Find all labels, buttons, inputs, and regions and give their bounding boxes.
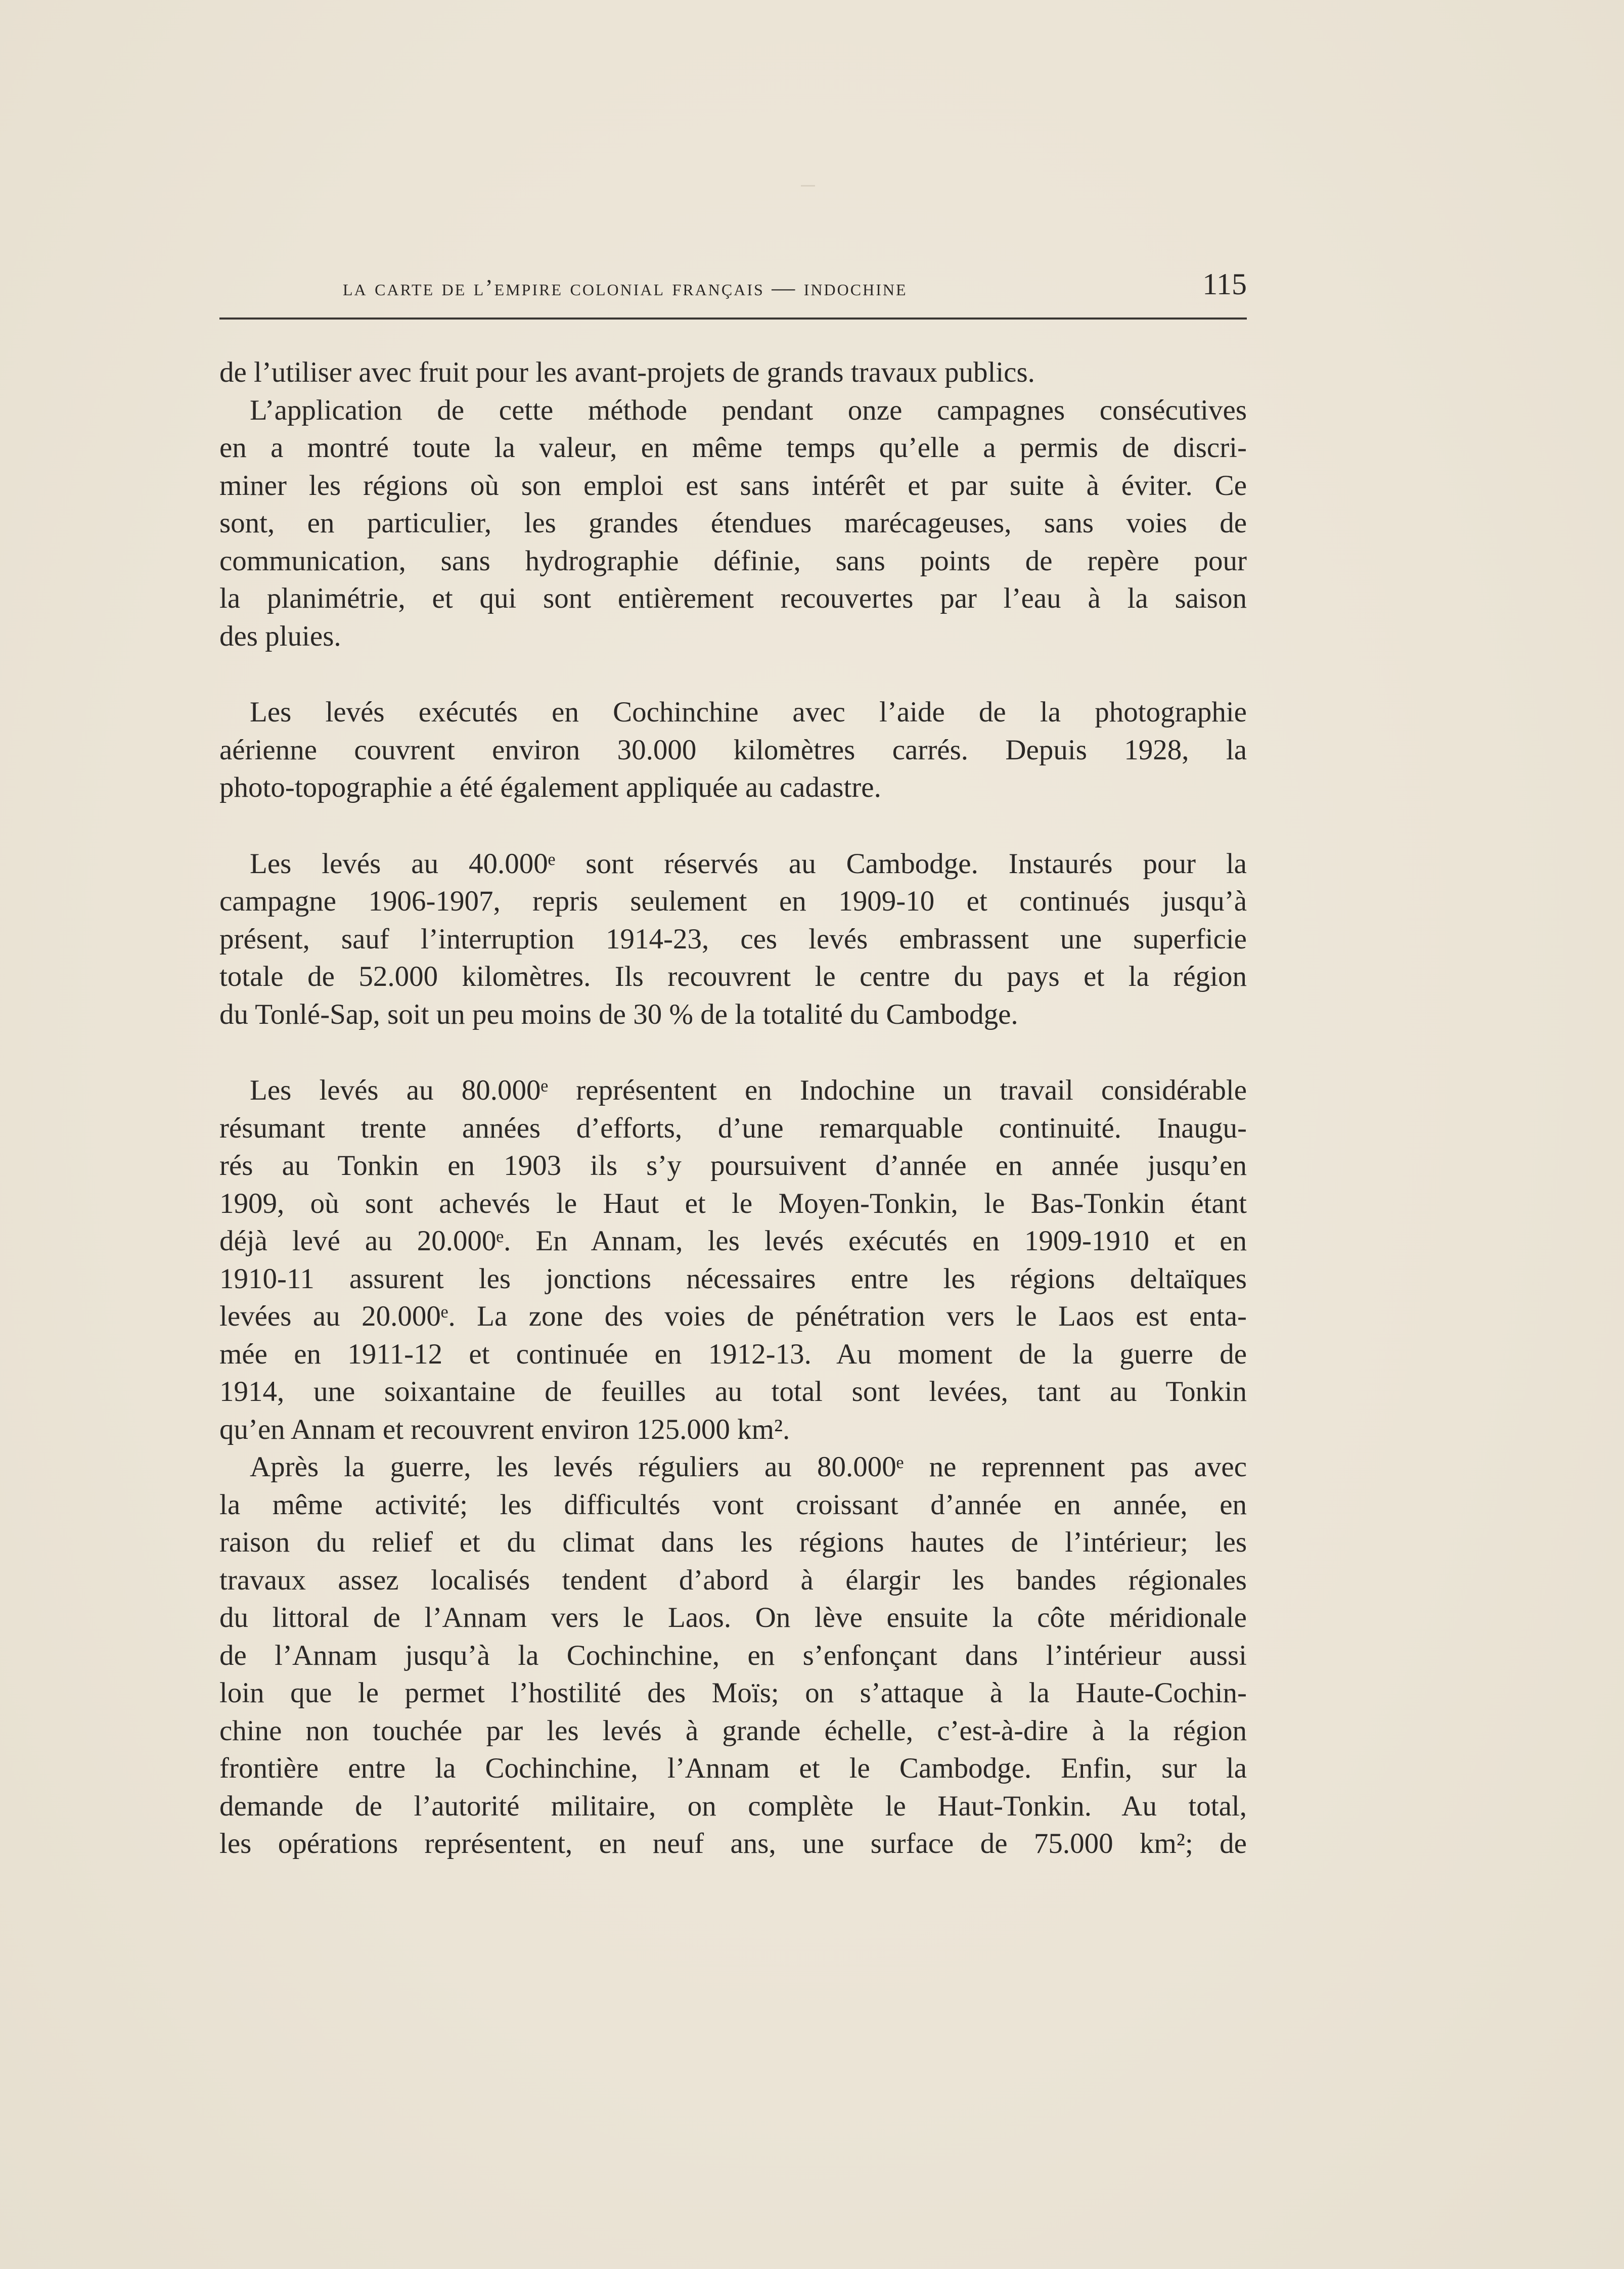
text-line: résumant trente années d’efforts, d’une remarquable continuité. Inaugu-	[219, 1112, 1247, 1144]
text-line: Les levés au 80.000ᵉ représentent en Indochine un travail considérable	[250, 1074, 1247, 1106]
text-line: rés au Tonkin en 1903 ils s’y poursuivent d’année en année jusqu’en	[219, 1150, 1247, 1182]
text-line: Les levés au 40.000ᵉ sont réservés au Cambodge. Instaurés pour la	[250, 847, 1247, 880]
text-line: 1910-11 assurent les jonctions nécessaires entre les régions deltaïques	[219, 1262, 1247, 1295]
text-line: la même activité; les difficultés vont croissant d’année en année, en	[219, 1488, 1247, 1521]
text-line: de l’Annam jusqu’à la Cochinchine, en s’enfonçant dans l’intérieur aussi	[219, 1639, 1247, 1671]
text-line: des pluies.	[219, 620, 341, 652]
text-line: 1909, où sont achevés le Haut et le Moyen-Tonkin, le Bas-Tonkin étant	[219, 1187, 1247, 1219]
text-line: L’application de cette méthode pendant onze campagnes consécutives	[250, 394, 1247, 426]
text-line: la planimétrie, et qui sont entièrement recouvertes par l’eau à la saison	[219, 582, 1247, 614]
paragraph-gap	[219, 655, 1247, 694]
paragraph-gap	[219, 807, 1247, 845]
text-line: travaux assez localisés tendent d’abord à élargir les bandes régionales	[219, 1564, 1247, 1596]
running-title: la carte de l’empire colonial français — indochine	[343, 275, 908, 300]
text-line: demande de l’autorité militaire, on complète le Haut-Tonkin. Au total,	[219, 1790, 1247, 1822]
text-line: chine non touchée par les levés à grande échelle, c’est-à-dire à la région	[219, 1714, 1247, 1747]
text-line: levées au 20.000ᵉ. La zone des voies de pénétration vers le Laos est enta-	[219, 1300, 1247, 1332]
text-line: de l’utiliser avec fruit pour les avant-projets de grands travaux publics.	[219, 356, 1035, 388]
paragraph	[219, 1448, 1247, 1863]
text-line: loin que le permet l’hostilité des Moïs; on s’attaque à la Haute-Cochin-	[219, 1677, 1247, 1709]
paragraph	[219, 845, 1247, 1034]
text-line: miner les régions où son emploi est sans intérêt et par suite à éviter. Ce	[219, 469, 1247, 502]
text-line: photo-topographie a été également appliquée au cadastre.	[219, 772, 881, 803]
text-line: campagne 1906-1907, repris seulement en 1909-10 et continués jusqu’à	[219, 885, 1247, 917]
text-line: du littoral de l’Annam vers le Laos. On lève ensuite la côte méridionale	[219, 1602, 1247, 1633]
text-line: raison du relief et du climat dans les régions hautes de l’intérieur; les	[219, 1526, 1247, 1558]
page-number: 115	[1202, 267, 1247, 301]
text-line: Les levés exécutés en Cochinchine avec l’aide de la photographie	[250, 696, 1247, 728]
text-line: sont, en particulier, les grandes étendues marécageuses, sans voies de	[219, 507, 1247, 539]
text-line: mée en 1911-12 et continuée en 1912-13. Au moment de la guerre de	[219, 1338, 1247, 1370]
text-line: totale de 52.000 kilomètres. Ils recouvrent le centre du pays et la région	[219, 961, 1247, 992]
text-line: Après la guerre, les levés réguliers au 80.000ᵉ ne reprennent pas avec	[250, 1451, 1247, 1483]
text-line: du Tonlé-Sap, soit un peu moins de 30 % de la totalité du Cambodge.	[219, 998, 1018, 1030]
text-line: déjà levé au 20.000ᵉ. En Annam, les levés exécutés en 1909-1910 et en	[219, 1225, 1247, 1257]
text-line: les opérations représentent, en neuf ans, une surface de 75.000 km²; de	[219, 1828, 1247, 1859]
text-line: en a montré toute la valeur, en même temps qu’elle a permis de discri-	[219, 432, 1247, 464]
paragraph	[219, 392, 1247, 656]
text-line: 1914, une soixantaine de feuilles au total sont levées, tant au Tonkin	[219, 1376, 1247, 1408]
text-line: présent, sauf l’interruption 1914-23, ces levés embrassent une superficie	[219, 923, 1247, 955]
text-line: qu’en Annam et recouvrent environ 125.000 km².	[219, 1413, 790, 1445]
page-header	[219, 263, 1247, 313]
text-line: frontière entre la Cochinchine, l’Annam et le Cambodge. Enfin, sur la	[219, 1752, 1247, 1784]
text-line: communication, sans hydrographie définie, sans points de repère pour	[219, 544, 1247, 577]
header-rule	[219, 317, 1247, 320]
scan-mark	[801, 185, 815, 187]
body-text	[219, 354, 1247, 1863]
paragraph	[219, 354, 1247, 392]
paragraph-gap	[219, 1033, 1247, 1072]
paragraph	[219, 1072, 1247, 1448]
text-line: aérienne couvrent environ 30.000 kilomètres carrés. Depuis 1928, la	[219, 734, 1247, 766]
paragraph	[219, 694, 1247, 807]
